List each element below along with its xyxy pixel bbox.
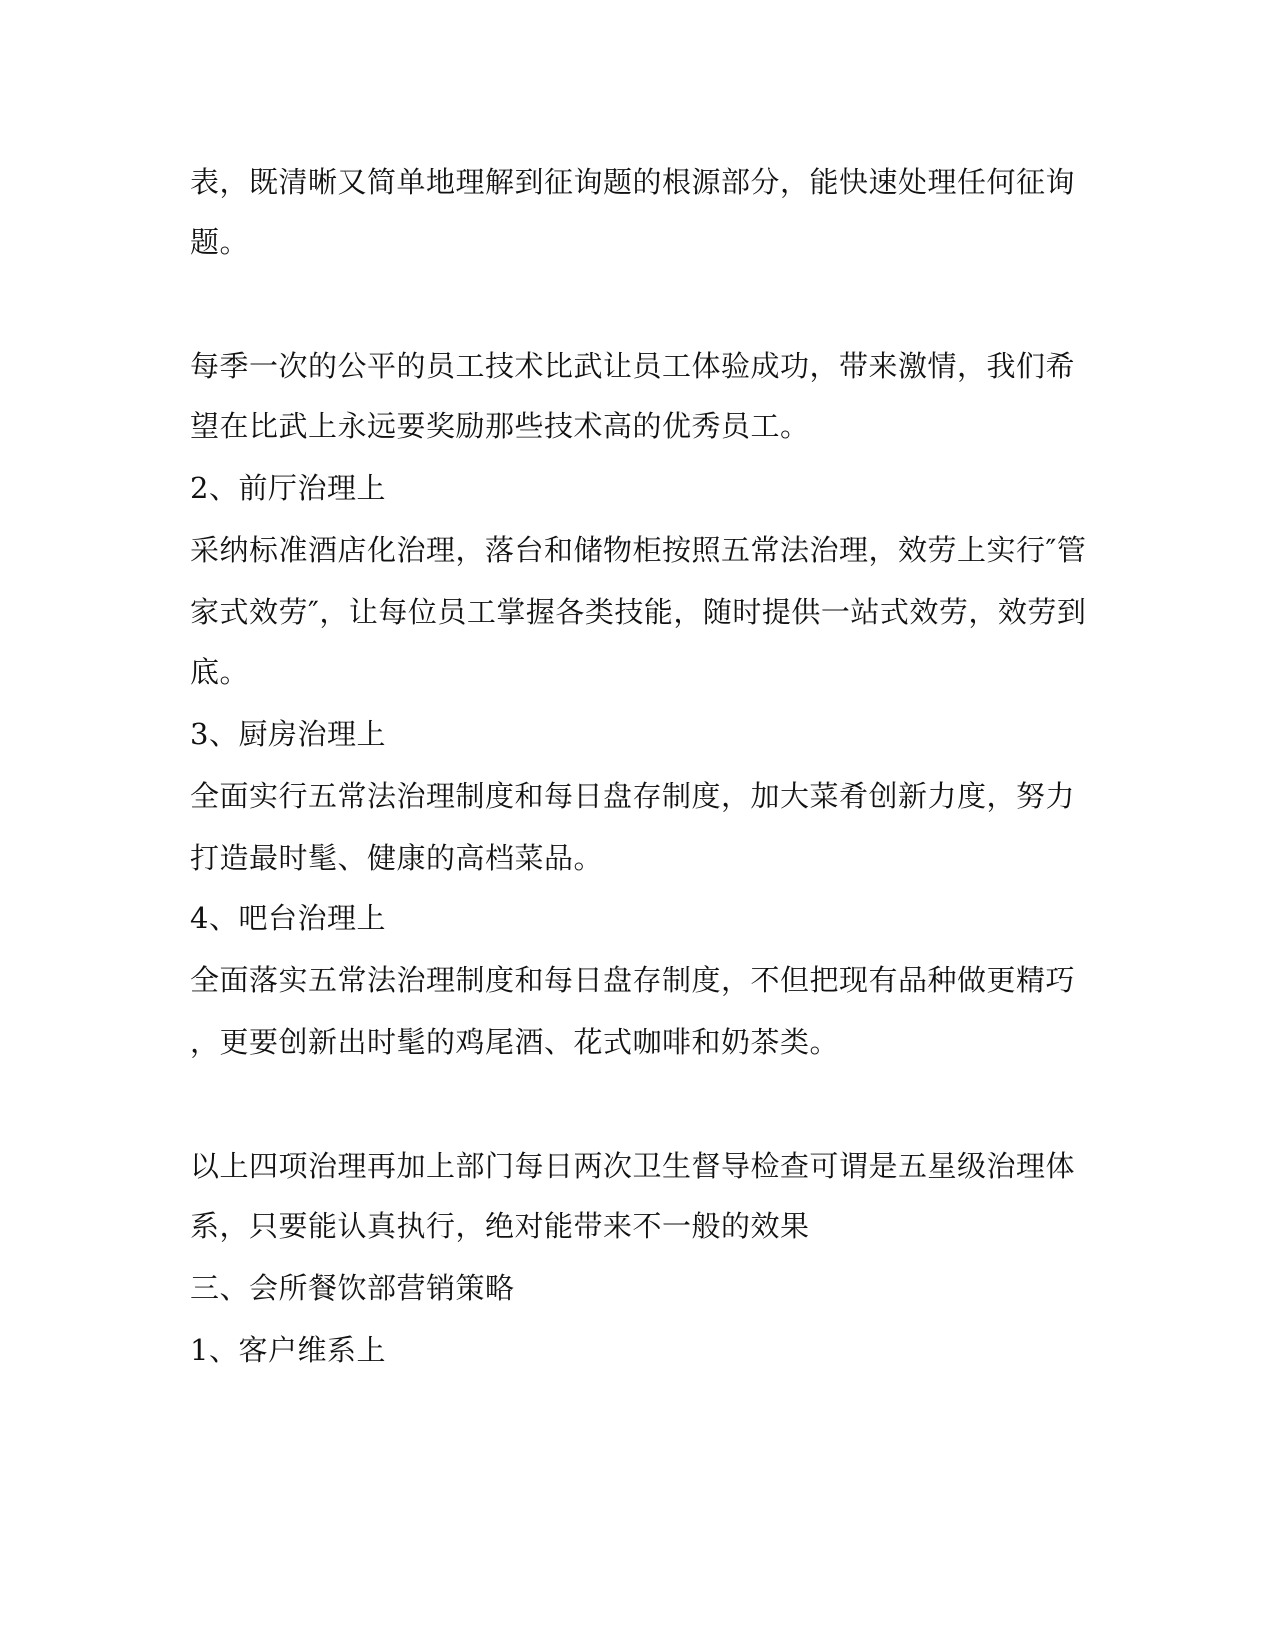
text-line: ，更要创新出时髦的鸡尾酒、花式咖啡和奶茶类。 bbox=[190, 1025, 840, 1059]
chapter-heading: 三、会所餐饮部营销策略 bbox=[190, 1271, 515, 1305]
text-line: 以上四项治理再加上部门每日两次卫生督导检查可谓是五星级治理体 bbox=[190, 1149, 1076, 1183]
text-line: 全面实行五常法治理制度和每日盘存制度，加大菜肴创新力度，努力 bbox=[190, 779, 1076, 813]
text-line: 题。 bbox=[190, 225, 250, 259]
text-line: 采纳标准酒店化治理，落台和储物柜按照五常法治理，效劳上实行″管 bbox=[190, 533, 1087, 567]
section-heading: 4、吧台治理上 bbox=[190, 901, 386, 935]
text-line: 打造最时髦、健康的高档菜品。 bbox=[190, 841, 604, 875]
section-heading: 2、前厅治理上 bbox=[190, 471, 386, 505]
text-line: 系，只要能认真执行，绝对能带来不一般的效果 bbox=[190, 1209, 810, 1243]
text-line: 每季一次的公平的员工技术比武让员工体验成功，带来激情，我们希 bbox=[190, 349, 1076, 383]
text-line: 表，既清晰又简单地理解到征询题的根源部分，能快速处理任何征询 bbox=[190, 165, 1076, 199]
text-line: 底。 bbox=[190, 655, 250, 689]
section-heading: 3、厨房治理上 bbox=[190, 717, 386, 751]
text-line: 家式效劳″，让每位员工掌握各类技能，随时提供一站式效劳，效劳到 bbox=[190, 595, 1087, 629]
section-heading: 1、客户维系上 bbox=[190, 1333, 386, 1367]
text-line: 望在比武上永远要奖励那些技术高的优秀员工。 bbox=[190, 409, 810, 443]
text-line: 全面落实五常法治理制度和每日盘存制度，不但把现有品种做更精巧 bbox=[190, 963, 1076, 997]
